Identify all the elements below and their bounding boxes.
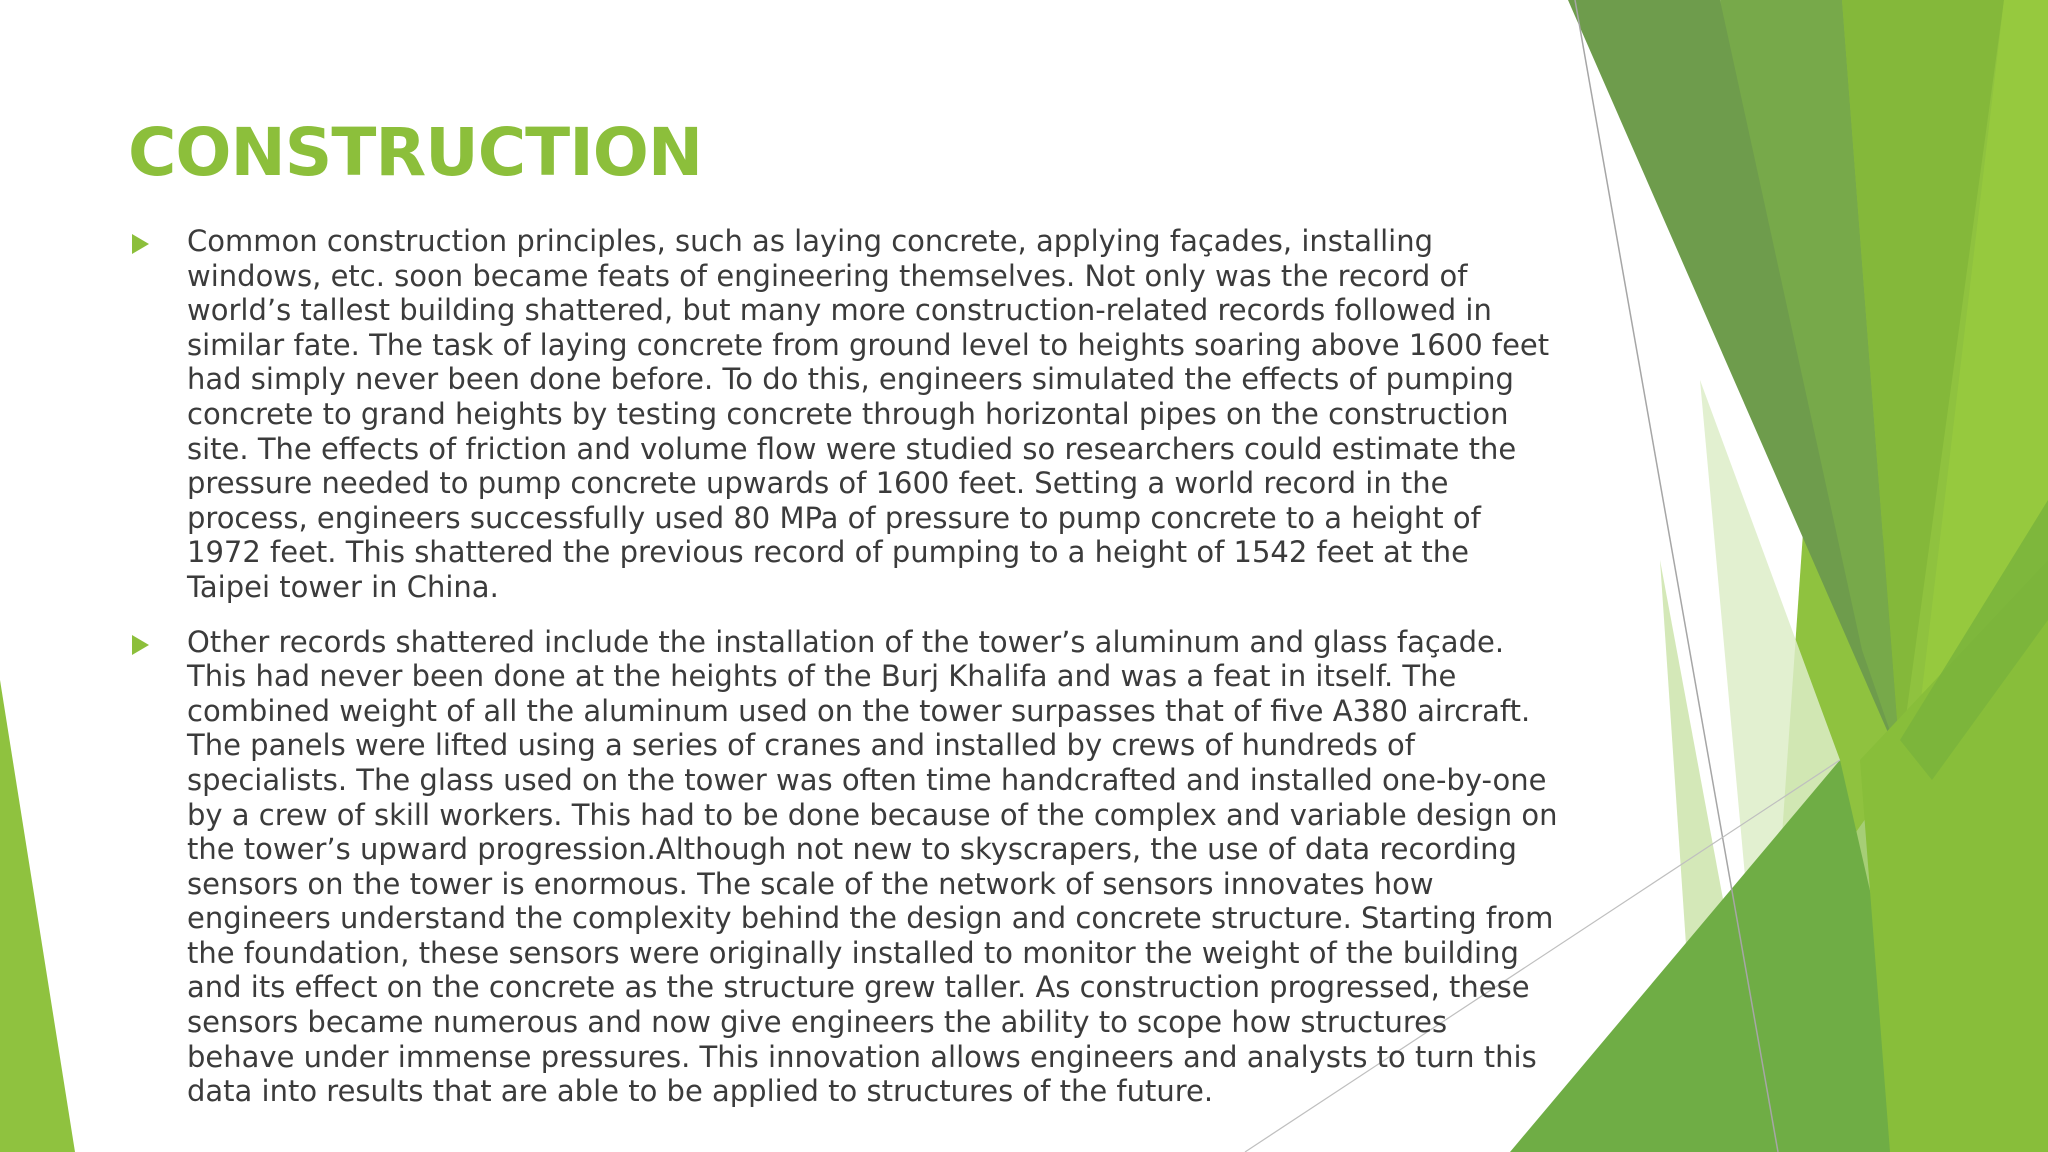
slide-title: CONSTRUCTION (128, 114, 703, 191)
bullet-list (128, 224, 1558, 1129)
bullet-item (128, 224, 1558, 605)
bullet-text: Common construction principles, such as laying concrete, applying façades, installing windows, etc. soon became feats of engineering themselves. Not only was the record of world’s tallest building shattered, but many more construction-related records followed in similar fate. The task of laying concrete from ground level to heights soaring above 1600 feet had simply never been done before. To do this, engineers simulated the effects of pumping concrete to grand heights by testing concrete through horizontal pipes on the construction site. The effects of friction and volume flow were studied so researchers could estimate the pressure needed to pump concrete upwards of 1600 feet. Setting a world record in the process, engineers successfully used 80 MPa of pressure to pump concrete to a height of 1972 feet. This shattered the previous record of pumping to a height of 1542 feet at the Taipei tower in China. (187, 224, 1550, 604)
bullet-item (128, 625, 1558, 1109)
facet-shape (0, 680, 75, 1152)
bullet-text: Other records shattered include the installation of the tower’s aluminum and glass façade. This had never been done at the heights of the Burj Khalifa and was a feat in itself. The combined weight of all the aluminum used on the tower surpasses that of five A380 aircraft. The panels were lifted using a series of cranes and installed by crews of hundreds of specialists. The glass used on the tower was often time handcrafted and installed one-by-one by a crew of skill workers. This had to be done because of the complex and variable design on the tower’s upward progression.Although not new to skyscrapers, the use of data recording sensors on the tower is enormous. The scale of the network of sensors innovates how engineers understand the complexity behind the design and concrete structure. Starting from the foundation, these sensors were originally installed to monitor the weight of the building and its effect on the concrete as the structure grew taller. As construction progressed, these sensors became numerous and now give engineers the ability to scope how structures behave under immense pressures. This innovation allows engineers and analysts to turn this data into results that are able to be applied to structures of the future. (187, 624, 1558, 1109)
triangle-bullet-icon (132, 635, 149, 655)
triangle-bullet-icon (132, 234, 149, 254)
